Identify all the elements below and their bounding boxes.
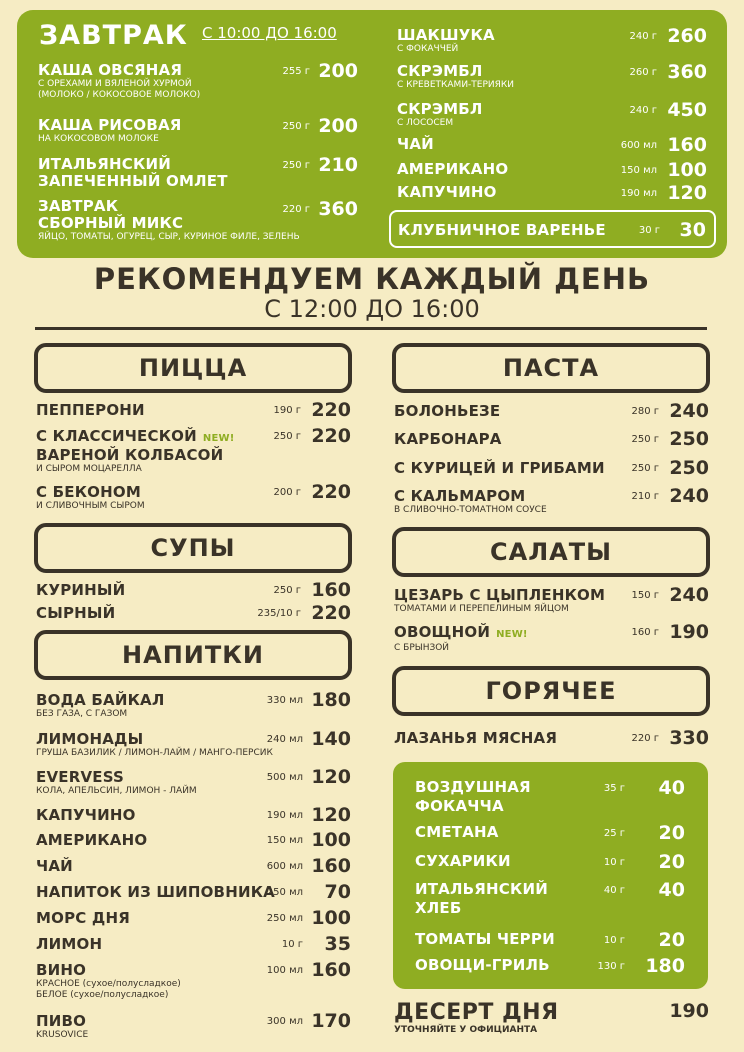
item-price: 220 — [311, 481, 351, 503]
dessert-item — [394, 1000, 709, 1036]
item-name: КАПУЧИНО — [397, 183, 497, 201]
item-weight: 10 г — [603, 857, 625, 868]
item-weight: 280 г — [631, 406, 659, 417]
breakfast-hours: С 10:00 ДО 16:00 — [202, 24, 337, 42]
item-desc: KRUSOVICE — [36, 1030, 89, 1040]
item-weight: 130 г — [597, 961, 625, 972]
item-name: ВОДА БАЙКАЛ — [36, 691, 165, 709]
item-name: АМЕРИКАНО — [36, 831, 148, 849]
item-price: 160 — [311, 579, 351, 601]
item-weight: 30 г — [638, 225, 660, 236]
section-soups: СУПЫ — [34, 523, 352, 573]
item-desc: БЕЗ ГАЗА, С ГАЗОМ — [36, 709, 128, 719]
item-price: 220 — [311, 425, 351, 447]
extra-item — [415, 852, 685, 871]
menu-item — [394, 584, 709, 615]
menu-item — [36, 881, 351, 903]
item-price: 20 — [658, 851, 685, 873]
menu-item — [394, 621, 709, 654]
item-name: КАША ОВСЯНАЯ — [38, 61, 183, 79]
item-weight: 190 мл — [620, 188, 657, 199]
item-name: ПЕППЕРОНИ — [36, 401, 145, 419]
item-desc: (МОЛОКО / КОКОСОВОЕ МОЛОКО) — [38, 90, 201, 100]
item-weight: 150 г — [631, 590, 659, 601]
item-desc: С КРЕВЕТКАМИ-ТЕРИЯКИ — [397, 80, 515, 90]
item-price: 40 — [658, 777, 685, 799]
item-desc: КОЛА, АПЕЛЬСИН, ЛИМОН - ЛАЙМ — [36, 786, 197, 796]
menu-item — [36, 829, 351, 851]
item-price: 250 — [669, 457, 709, 479]
item-price: 360 — [318, 198, 358, 220]
menu-item — [36, 481, 351, 512]
item-price: 240 — [669, 485, 709, 507]
item-weight: 250 мл — [266, 887, 303, 898]
jam-item — [389, 210, 716, 248]
item-name-2: ХЛЕБ — [415, 899, 462, 917]
breakfast-item — [38, 62, 358, 101]
item-name-2: ФОКАЧЧА — [415, 797, 504, 815]
section-pasta: ПАСТА — [392, 343, 710, 393]
item-desc: НА КОКОСОВОМ МОЛОКЕ — [38, 134, 159, 144]
item-weight: 240 г — [629, 31, 657, 42]
item-weight: 190 г — [273, 405, 301, 416]
section-salads: САЛАТЫ — [392, 527, 710, 577]
item-weight: 600 мл — [620, 140, 657, 151]
item-name: С КУРИЦЕЙ И ГРИБАМИ — [394, 459, 605, 477]
item-weight: 255 г — [282, 66, 310, 77]
item-desc: КРАСНОЕ (сухое/полусладкое) — [36, 979, 181, 989]
item-price: 120 — [667, 182, 707, 204]
item-desc: С ЛОСОСЕМ — [397, 118, 454, 128]
item-name: КЛУБНИЧНОЕ ВАРЕНЬЕ — [398, 221, 606, 239]
menu-item — [36, 425, 351, 475]
item-price: 160 — [311, 959, 351, 981]
item-weight: 260 г — [629, 67, 657, 78]
item-name: ОВОЩИ-ГРИЛЬ — [415, 956, 550, 974]
item-price: 20 — [658, 929, 685, 951]
item-name: С КАЛЬМАРОМ — [394, 487, 526, 505]
item-weight: 25 г — [603, 828, 625, 839]
item-weight: 150 мл — [620, 165, 657, 176]
item-weight: 10 г — [603, 935, 625, 946]
item-name: АМЕРИКАНО — [397, 160, 509, 178]
breakfast-item — [397, 182, 707, 204]
divider — [35, 327, 707, 330]
item-weight: 220 г — [631, 733, 659, 744]
item-weight: 210 г — [631, 491, 659, 502]
item-price: 100 — [311, 907, 351, 929]
menu-item — [394, 428, 709, 450]
item-name: ТОМАТЫ ЧЕРРИ — [415, 930, 555, 948]
item-name: КАША РИСОВАЯ — [38, 116, 182, 134]
menu-item — [36, 959, 351, 1001]
breakfast-item — [38, 198, 358, 243]
item-desc: С ФОКАЧЧЕЙ — [397, 44, 459, 54]
item-name: КУРИНЫЙ — [36, 581, 126, 599]
dessert-name: ДЕСЕРТ ДНЯ — [394, 1000, 559, 1025]
item-price: 250 — [669, 428, 709, 450]
item-price: 210 — [318, 154, 358, 176]
item-weight: 300 мл — [266, 1016, 303, 1027]
item-price: 240 — [669, 400, 709, 422]
breakfast-item — [38, 156, 358, 190]
item-price: 160 — [667, 134, 707, 156]
section-hot: ГОРЯЧЕЕ — [392, 666, 710, 716]
item-weight: 250 г — [273, 585, 301, 596]
item-weight: 200 г — [273, 487, 301, 498]
item-weight: 250 г — [631, 434, 659, 445]
item-name: КАПУЧИНО — [36, 806, 136, 824]
item-price: 20 — [658, 822, 685, 844]
item-price: 220 — [311, 399, 351, 421]
breakfast-panel — [17, 10, 727, 258]
dessert-note: УТОЧНЯЙТЕ У ОФИЦИАНТА — [394, 1025, 538, 1035]
item-price: 200 — [318, 115, 358, 137]
item-desc: С ОРЕХАМИ И ВЯЛЕНОЙ ХУРМОЙ — [38, 79, 192, 89]
item-price: 190 — [669, 621, 709, 643]
item-name: ЛАЗАНЬЯ МЯСНАЯ — [394, 729, 558, 747]
extra-item — [415, 823, 685, 842]
item-desc: ТОМАТАМИ И ПЕРЕПЕЛИНЫМ ЯЙЦОМ — [394, 604, 569, 614]
extra-item — [415, 778, 685, 816]
menu-item — [394, 485, 709, 516]
item-price: 160 — [311, 855, 351, 877]
item-name: СКРЭМБЛ — [397, 62, 483, 80]
item-weight: 100 мл — [266, 965, 303, 976]
item-name: С КЛАССИЧЕСКОЙ — [36, 427, 197, 445]
item-name: ОВОЩНОЙ — [394, 623, 491, 641]
breakfast-title: ЗАВТРАК — [39, 20, 188, 51]
item-weight: 600 мл — [266, 861, 303, 872]
item-weight: 190 мл — [266, 810, 303, 821]
item-price: 100 — [667, 159, 707, 181]
item-weight: 250 г — [273, 431, 301, 442]
item-price: 100 — [311, 829, 351, 851]
menu-item — [394, 727, 709, 749]
item-weight: 250 мл — [266, 913, 303, 924]
item-weight: 160 г — [631, 627, 659, 638]
extras-panel — [393, 762, 708, 989]
menu-item — [36, 933, 351, 955]
item-price: 120 — [311, 804, 351, 826]
item-weight: 250 г — [282, 121, 310, 132]
item-price: 35 — [324, 933, 351, 955]
extra-item — [415, 880, 685, 918]
menu-item — [394, 400, 709, 422]
item-name: EVERVESS — [36, 768, 125, 786]
item-desc: И СЛИВОЧНЫМ СЫРОМ — [36, 501, 145, 511]
recommend-title: РЕКОМЕНДУЕМ КАЖДЫЙ ДЕНЬ — [93, 262, 651, 296]
item-price: 40 — [658, 879, 685, 901]
item-name: ЛИМОН — [36, 935, 103, 953]
item-name: ВОЗДУШНАЯ — [415, 778, 531, 796]
item-name: ЦЕЗАРЬ С ЦЫПЛЕНКОМ — [394, 586, 606, 604]
menu-item — [36, 766, 351, 797]
breakfast-item — [397, 159, 707, 181]
menu-item — [36, 907, 351, 929]
menu-item — [36, 689, 351, 720]
item-weight: 35 г — [603, 783, 625, 794]
item-price: 330 — [669, 727, 709, 749]
item-name-2: ЗАПЕЧЕННЫЙ ОМЛЕТ — [38, 172, 228, 190]
item-desc: В СЛИВОЧНО-ТОМАТНОМ СОУСЕ — [394, 505, 547, 515]
item-name: ЧАЙ — [36, 857, 73, 875]
item-name: С БЕКОНОМ — [36, 483, 141, 501]
item-name: ШАКШУКА — [397, 26, 495, 44]
item-name: СЫРНЫЙ — [36, 604, 116, 622]
item-desc: ЯЙЦО, ТОМАТЫ, ОГУРЕЦ, СЫР, КУРИНОЕ ФИЛЕ, ЗЕЛЕНЬ — [38, 232, 300, 242]
item-weight: 250 г — [631, 463, 659, 474]
item-weight: 330 мл — [266, 695, 303, 706]
item-name: КАРБОНАРА — [394, 430, 502, 448]
item-weight: 240 мл — [266, 734, 303, 745]
item-weight: 10 г — [281, 939, 303, 950]
menu-item — [36, 1010, 351, 1041]
item-name: НАПИТОК ИЗ ШИПОВНИКА — [36, 883, 275, 901]
item-price: 360 — [667, 61, 707, 83]
menu-item — [36, 579, 351, 601]
item-name: ИТАЛЬЯНСКИЙ — [38, 155, 171, 173]
extra-item — [415, 930, 685, 949]
item-desc: И СЫРОМ МОЦАРЕЛЛА — [36, 464, 142, 474]
item-name: ИТАЛЬЯНСКИЙ — [415, 880, 548, 898]
item-price: 240 — [669, 584, 709, 606]
item-price: 170 — [311, 1010, 351, 1032]
item-price: 120 — [311, 766, 351, 788]
item-desc: С БРЫНЗОЙ — [394, 643, 450, 653]
item-name-2: СБОРНЫЙ МИКС — [38, 214, 184, 232]
item-price: 260 — [667, 25, 707, 47]
menu-item — [36, 602, 351, 624]
item-name: ВИНО — [36, 961, 87, 979]
item-name: ЛИМОНАДЫ — [36, 730, 144, 748]
item-weight: 150 мл — [266, 835, 303, 846]
breakfast-item — [38, 117, 358, 145]
item-name: МОРС ДНЯ — [36, 909, 130, 927]
item-weight: 235/10 г — [257, 608, 301, 619]
item-name: ПИВО — [36, 1012, 87, 1030]
item-name: СКРЭМБЛ — [397, 100, 483, 118]
new-badge: NEW! — [496, 629, 528, 640]
item-price: 200 — [318, 60, 358, 82]
item-name: БОЛОНЬЕЗЕ — [394, 402, 501, 420]
breakfast-item — [397, 101, 707, 129]
item-price: 180 — [645, 955, 685, 977]
item-price: 180 — [311, 689, 351, 711]
item-weight: 240 г — [629, 105, 657, 116]
breakfast-item — [397, 134, 707, 156]
extra-item — [415, 956, 685, 975]
item-price: 70 — [324, 881, 351, 903]
menu-item — [36, 855, 351, 877]
item-name: ЗАВТРАК — [38, 197, 119, 215]
item-weight: 500 мл — [266, 772, 303, 783]
item-name-2: ВАРЕНОЙ КОЛБАСОЙ — [36, 446, 224, 464]
breakfast-item — [397, 27, 707, 55]
item-weight: 220 г — [282, 204, 310, 215]
recommend-hours: С 12:00 ДО 16:00 — [264, 295, 480, 323]
item-desc: БЕЛОЕ (сухое/полусладкое) — [36, 990, 169, 1000]
section-pizza: ПИЦЦА — [34, 343, 352, 393]
item-price: 450 — [667, 99, 707, 121]
item-price: 190 — [669, 1000, 709, 1022]
menu-item — [36, 804, 351, 826]
section-drinks: НАПИТКИ — [34, 630, 352, 680]
menu-item — [36, 399, 351, 421]
item-name: СУХАРИКИ — [415, 852, 511, 870]
item-weight: 40 г — [603, 885, 625, 896]
menu-item — [36, 728, 351, 759]
item-weight: 250 г — [282, 160, 310, 171]
item-price: 30 — [679, 219, 706, 241]
item-price: 140 — [311, 728, 351, 750]
item-price: 220 — [311, 602, 351, 624]
item-desc: ГРУША БАЗИЛИК / ЛИМОН-ЛАЙМ / МАНГО-ПЕРСИК — [36, 748, 273, 758]
new-badge: NEW! — [202, 433, 235, 444]
breakfast-item — [397, 63, 707, 91]
menu-item — [394, 457, 709, 479]
item-name: СМЕТАНА — [415, 823, 499, 841]
item-name: ЧАЙ — [397, 135, 434, 153]
